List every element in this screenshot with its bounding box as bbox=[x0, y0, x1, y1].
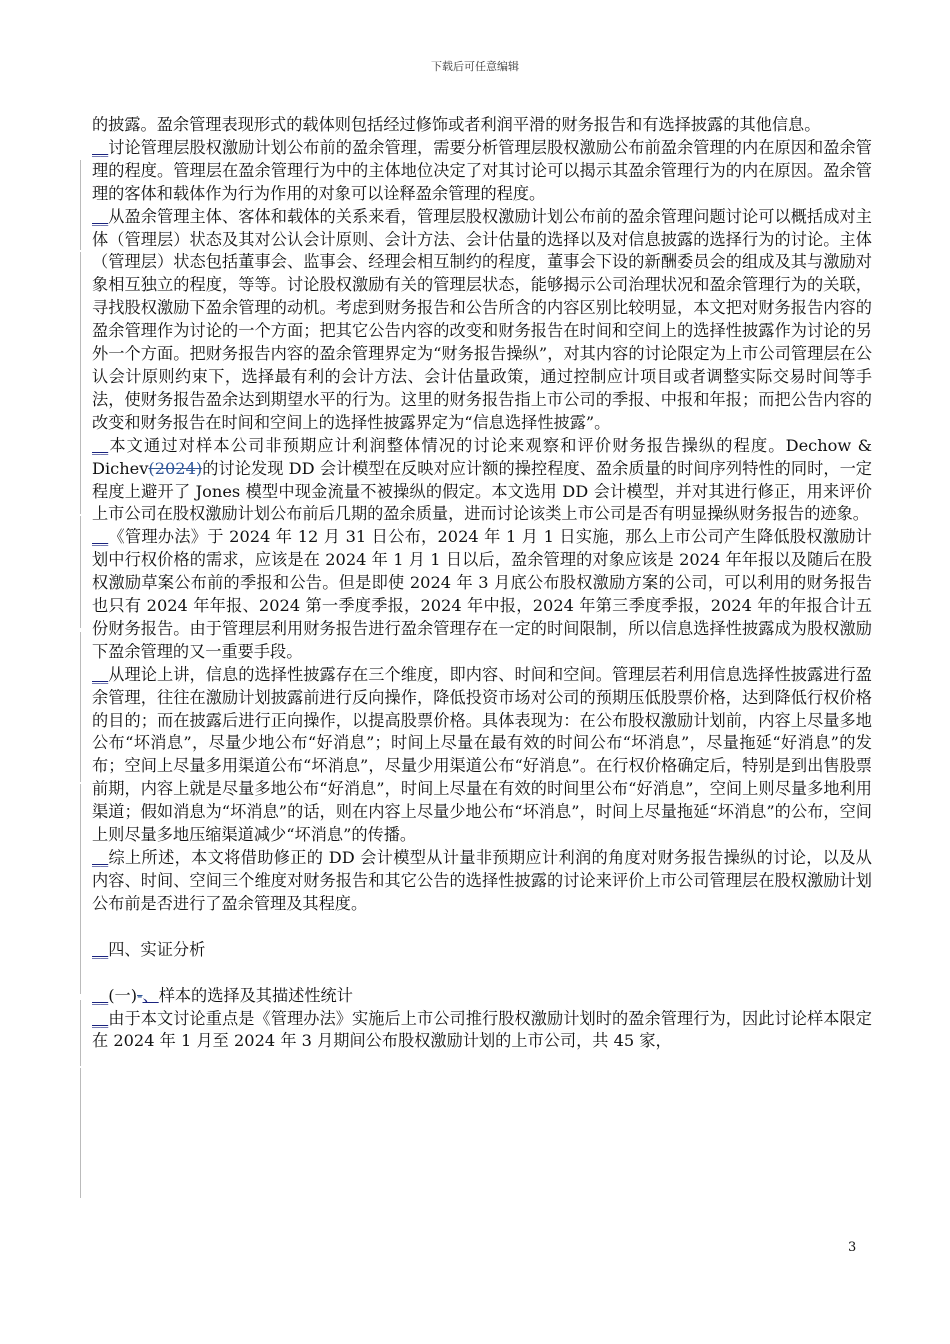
revision-mark: __ bbox=[92, 527, 109, 547]
document-body bbox=[92, 114, 872, 1053]
revision-bar bbox=[80, 1000, 81, 1066]
paragraph: __由于本文讨论重点是《管理办法》实施后上市公司推行股权激励计划时的盈余管理行为，因此讨论样本限定在 2024 年 1 月至 2024 年 3 月期间公布股权激励计划的上市公司，共 45 家， bbox=[92, 1008, 872, 1051]
revision-mark: __ bbox=[92, 664, 109, 684]
subsection-title: __(一)-、样本的选择及其描述性统计 bbox=[92, 985, 353, 1005]
revision-bar bbox=[80, 632, 81, 782]
revision-mark: __ bbox=[92, 206, 109, 226]
paragraph: 的披露。盈余管理表现形式的载体则包括经过修饰或者利润平滑的财务报告和有选择披露的其他信息。 bbox=[92, 115, 821, 134]
paragraph: __本文通过对样本公司非预期应计利润整体情况的讨论来观察和评价财务报告操纵的程度。Dechow & Dichev(2024)的讨论发现 DD 会计模型在反映对应计额的操控程度、盈余质量的时间序列特性的同时，一定程度上避开了 Jones 模型中现金流量不被操纵的假定。本文选用 DD 会计模型，并对其进行修正，用来评价上市公司在股权激励计划公布前后几期的盈余质量，进而讨论该类上市公司是否有明显操纵财务报告的迹象。 bbox=[92, 435, 872, 524]
revision-bar bbox=[80, 784, 81, 994]
page-number: 3 bbox=[848, 1240, 857, 1255]
paragraph: __从理论上讲，信息的选择性披露存在三个维度，即内容、时间和空间。管理层若利用信息选择性披露进行盈余管理，往往在激励计划披露前进行反向操作，降低投资市场对公司的预期压低股票价格，达到降低行权价格的目的；而在披露后进行正向操作，以提高股票价格。具体表现为：在公布股权激励计划前，内容上尽量多地公布“坏消息”，尽量少地公布“好消息”；时间上尽量在最有效的时间公布“坏消息”，尽量拖延“好消息”的发布；空间上尽量多用渠道公布“坏消息”，尽量少用渠道公布“好消息”。在行权价格确定后，特别是到出售股票前期，内容上就是尽量多地公布“好消息”，时间上尽量在有效的时间里公布“好消息”，空间上则尽量多地利用渠道；假如消息为“坏消息”的话，则在内容上尽量少地公布“坏消息”，时间上尽量拖延“坏消息”的公布，空间上则尽量多地压缩渠道减少“坏消息”的传播。 bbox=[92, 664, 872, 845]
paragraph: __《管理办法》于 2024 年 12 月 31 日公布，2024 年 1 月 1 日实施，那么上市公司产生降低股权激励计划中行权价格的需求，应该是在 2024 年 1 月 1 日以后，盈余管理的对象应该是 2024 年年报以及随后在股权激励草案公布前的季报和公告。但是即使 2024 年 3 月底公布股权激励方案的公司，可以利用的财务报告也只有 2024 年年报、2024 第一季度季报，2024 年中报，2024 年第三季度季报，2024 年的年报合计五份财务报告。由于管理层利用财务报告进行盈余管理存在一定的时间限制，所以信息选择性披露成为股权激励下盈余管理的又一重要手段。 bbox=[92, 527, 872, 661]
revision-mark: __ bbox=[92, 939, 109, 959]
page-header: 下载后可任意编辑 bbox=[431, 60, 519, 73]
paragraph: __讨论管理层股权激励计划公布前的盈余管理，需要分析管理层股权激励公布前盈余管理的内在原因和盈余管理的程度。管理层在盈余管理行为中的主体地位决定了对其讨论可以揭示其盈余管理行为的内在原因。盈余管理的客体和载体作为行为作用的对象可以诠释盈余管理的程度。 bbox=[92, 137, 872, 203]
inserted-text: 、 bbox=[142, 985, 159, 1005]
revision-mark: __ bbox=[92, 137, 109, 157]
revision-bar bbox=[80, 516, 81, 628]
deleted-text: (2024) bbox=[148, 458, 203, 478]
section-title: __四、实证分析 bbox=[92, 939, 206, 959]
revision-mark: __ bbox=[92, 848, 109, 867]
revision-bar bbox=[80, 1068, 81, 1198]
paragraph: __从盈余管理主体、客体和载体的关系来看，管理层股权激励计划公布前的盈余管理问题讨论可以概括成对主体（管理层）状态及其对公认会计原则、会计方法、会计估量的选择以及对信息披露的选择行为的讨论。主体（管理层）状态包括董事会、监事会、经理会相互制约的程度，董事会下设的新酬委员会的组成及其与激励对象相互独立的程度，等等。讨论股权激励有关的管理层状态，能够揭示公司治理状况和盈余管理行为的关联，寻找股权激励下盈余管理的动机。考虑到财务报告和公告所含的内容区别比较明显，本文把对财务报告内容的盈余管理作为讨论的一个方面；把其它公告内容的改变和财务报告在时间和空间上的选择性披露作为讨论的另外一个方面。把财务报告内容的盈余管理界定为“财务报告操纵”，对其内容的讨论限定为上市公司管理层在公认会计原则约束下，选择最有利的会计方法、会计估量政策，通过控制应计项目或者调整实际交易时间等手法，使财务报告盈余达到期望水平的行为。这里的财务报告指上市公司的季报、中报和年报；而把公告内容的改变和财务报告在时间和空间上的选择性披露界定为“信息选择性披露”。 bbox=[92, 206, 872, 432]
revision-mark: __ bbox=[92, 1008, 109, 1028]
deleted-text: - bbox=[137, 985, 143, 1005]
paragraph: __综上所述，本文将借助修正的 DD 会计模型从计量非预期应计利润的角度对财务报告操纵的讨论，以及从内容、时间、空间三个维度对财务报告和其它公告的选择性披露的讨论来评价上市公司管理层在股权激励计划公布前是否进行了盈余管理及其程度。 bbox=[92, 848, 872, 913]
revision-mark: __ bbox=[92, 435, 109, 455]
revision-bar bbox=[80, 252, 81, 514]
revision-mark: __ bbox=[92, 985, 109, 1005]
revision-bar bbox=[80, 160, 81, 250]
